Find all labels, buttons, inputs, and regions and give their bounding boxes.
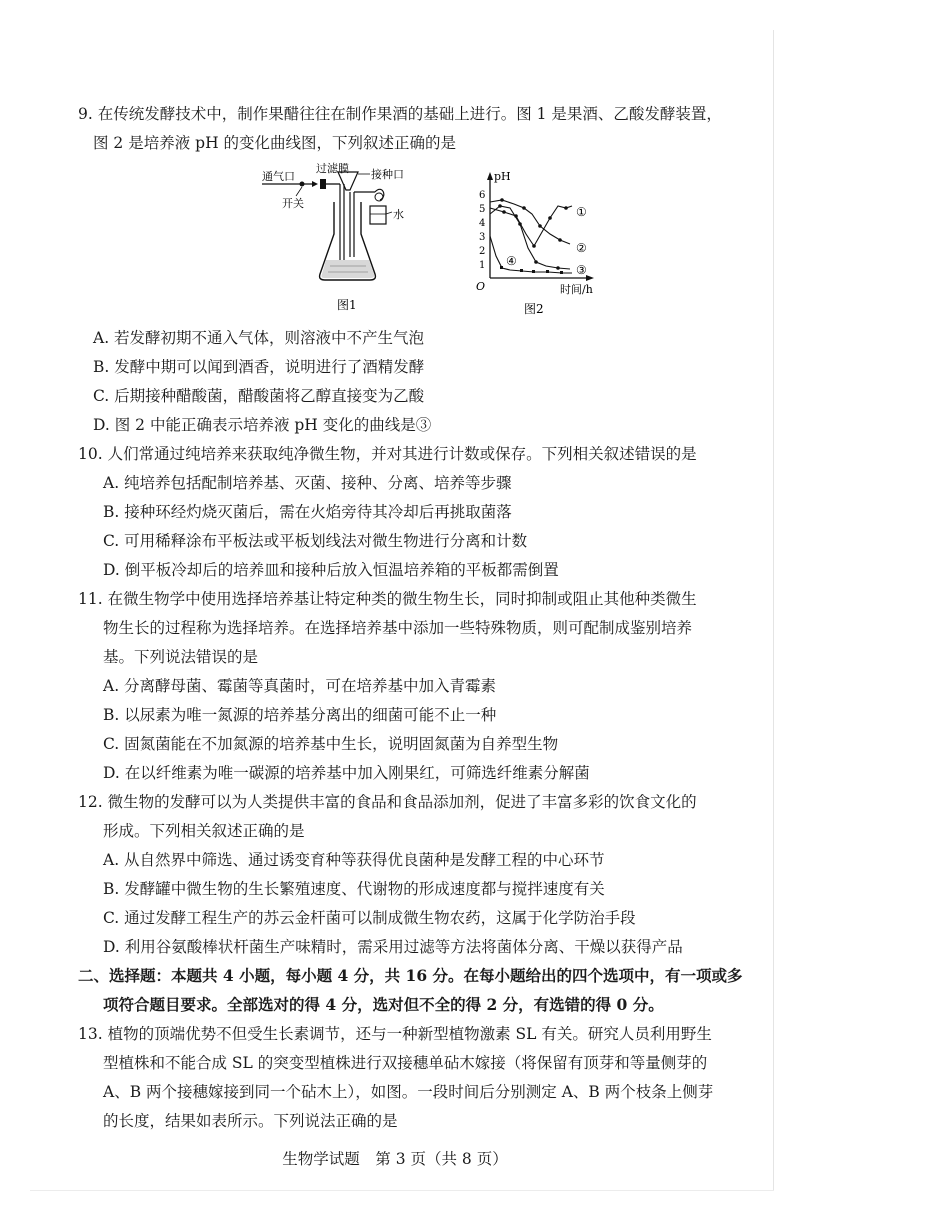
label-port: 接种口 xyxy=(371,168,404,181)
q13-stem-line1: 13. 植物的顶端优势不但受生长素调节，还与一种新型植物激素 SL 有关。研究人员利用野生 xyxy=(78,1025,712,1043)
q10-option-b: B. 接种环经灼烧灭菌后，需在火焰旁待其冷却后再挑取菌落 xyxy=(103,503,512,521)
q9-stem-line1: 9. 在传统发酵技术中，制作果醋往往在制作果酒的基础上进行。图 1 是果酒、乙酸发酵装置， xyxy=(78,105,722,123)
figure-1-caption: 图1 xyxy=(337,298,357,312)
q9-option-d: D. 图 2 中能正确表示培养液 pH 变化的曲线是③ xyxy=(93,416,432,434)
curve-2-label: ② xyxy=(576,241,587,255)
figure-1-apparatus xyxy=(250,162,430,322)
q12-option-d: D. 利用谷氨酸棒状杆菌生产味精时，需采用过滤等方法将菌体分离、干燥以获得产品 xyxy=(103,938,683,956)
q13-stem-line2: 型植株和不能合成 SL 的突变型植株进行双接穗单砧木嫁接（将保留有顶芽和等量侧芽的 xyxy=(103,1054,708,1072)
label-water: 水 xyxy=(393,208,404,221)
q10-stem: 10. 人们常通过纯培养来获取纯净微生物，并对其进行计数或保存。下列相关叙述错误的是 xyxy=(78,445,697,463)
origin-label: O xyxy=(476,280,486,293)
y-tick-1: 1 xyxy=(479,260,486,271)
q9-option-c: C. 后期接种醋酸菌，醋酸菌将乙醇直接变为乙酸 xyxy=(93,387,425,405)
curve-3 xyxy=(490,206,570,269)
y-tick-2: 2 xyxy=(479,246,486,257)
figure-2-caption: 图2 xyxy=(524,302,544,316)
q11-option-b: B. 以尿素为唯一氮源的培养基分离出的细菌可能不止一种 xyxy=(103,706,497,724)
x-axis-label: 时间/h xyxy=(560,283,593,296)
y-tick-5: 5 xyxy=(479,204,486,215)
q12-option-a: A. 从自然界中筛选、通过诱变育种等获得优良菌种是发酵工程的中心环节 xyxy=(103,851,605,869)
q10-option-c: C. 可用稀释涂布平板法或平板划线法对微生物进行分离和计数 xyxy=(103,532,528,550)
page-footer: 生物学试题 第 3 页（共 8 页） xyxy=(282,1150,508,1168)
q11-option-a: A. 分离酵母菌、霉菌等真菌时，可在培养基中加入青霉素 xyxy=(103,677,497,695)
q12-option-b: B. 发酵罐中微生物的生长繁殖速度、代谢物的形成速度都与搅拌速度有关 xyxy=(103,880,605,898)
y-axis-label: pH xyxy=(494,170,511,183)
label-switch: 开关 xyxy=(282,197,304,210)
q9-stem-line2: 图 2 是培养液 pH 的变化曲线图，下列叙述正确的是 xyxy=(93,134,457,152)
q11-stem-line2: 物生长的过程称为选择培养。在选择培养基中添加一些特殊物质，则可配制成鉴别培养 xyxy=(103,619,693,637)
q10-option-a: A. 纯培养包括配制培养基、灭菌、接种、分离、培养等步骤 xyxy=(103,474,512,492)
figure-2-ph-chart xyxy=(470,168,610,318)
y-tick-6: 6 xyxy=(479,190,486,201)
q9-option-a: A. 若发酵初期不通入气体，则溶液中不产生气泡 xyxy=(93,329,425,347)
q11-stem-line1: 11. 在微生物学中使用选择培养基让特定种类的微生物生长，同时抑制或阻止其他种类微生 xyxy=(78,590,697,608)
q11-option-c: C. 固氮菌能在不加氮源的培养基中生长，说明固氮菌为自养型生物 xyxy=(103,735,559,753)
q12-stem-line2: 形成。下列相关叙述正确的是 xyxy=(103,822,305,840)
curve-1-label: ① xyxy=(576,205,587,219)
q13-stem-line4: 的长度，结果如表所示。下列说法正确的是 xyxy=(103,1112,398,1130)
q13-stem-line3: A、B 两个接穗嫁接到同一个砧木上），如图。一段时间后分别测定 A、B 两个枝条上侧芽 xyxy=(103,1083,714,1101)
q12-stem-line1: 12. 微生物的发酵可以为人类提供丰富的食品和食品添加剂，促进了丰富多彩的饮食文化的 xyxy=(78,793,697,811)
curve-4-label: ④ xyxy=(506,254,517,268)
curve-3-label: ③ xyxy=(576,263,587,277)
q9-option-b: B. 发酵中期可以闻到酒香，说明进行了酒精发酵 xyxy=(93,358,425,376)
y-tick-3: 3 xyxy=(479,232,486,243)
label-inlet: 通气口 xyxy=(262,170,295,183)
q12-option-c: C. 通过发酵工程生产的苏云金杆菌可以制成微生物农药，这属于化学防治手段 xyxy=(103,909,636,927)
label-membrane: 过滤膜 xyxy=(316,162,349,175)
q11-stem-line3: 基。下列说法错误的是 xyxy=(103,648,259,666)
y-tick-4: 4 xyxy=(479,218,486,229)
q11-option-d: D. 在以纤维素为唯一碳源的培养基中加入刚果红，可筛选纤维素分解菌 xyxy=(103,764,590,782)
section-2-heading-line1: 二、选择题：本题共 4 小题，每小题 4 分，共 16 分。在每小题给出的四个选项中，有一项或多 xyxy=(78,966,743,985)
section-2-heading-line2: 项符合题目要求。全部选对的得 4 分，选对但不全的得 2 分，有选错的得 0 分。 xyxy=(103,995,664,1014)
q10-option-d: D. 倒平板冷却后的培养皿和接种后放入恒温培养箱的平板都需倒置 xyxy=(103,561,559,579)
